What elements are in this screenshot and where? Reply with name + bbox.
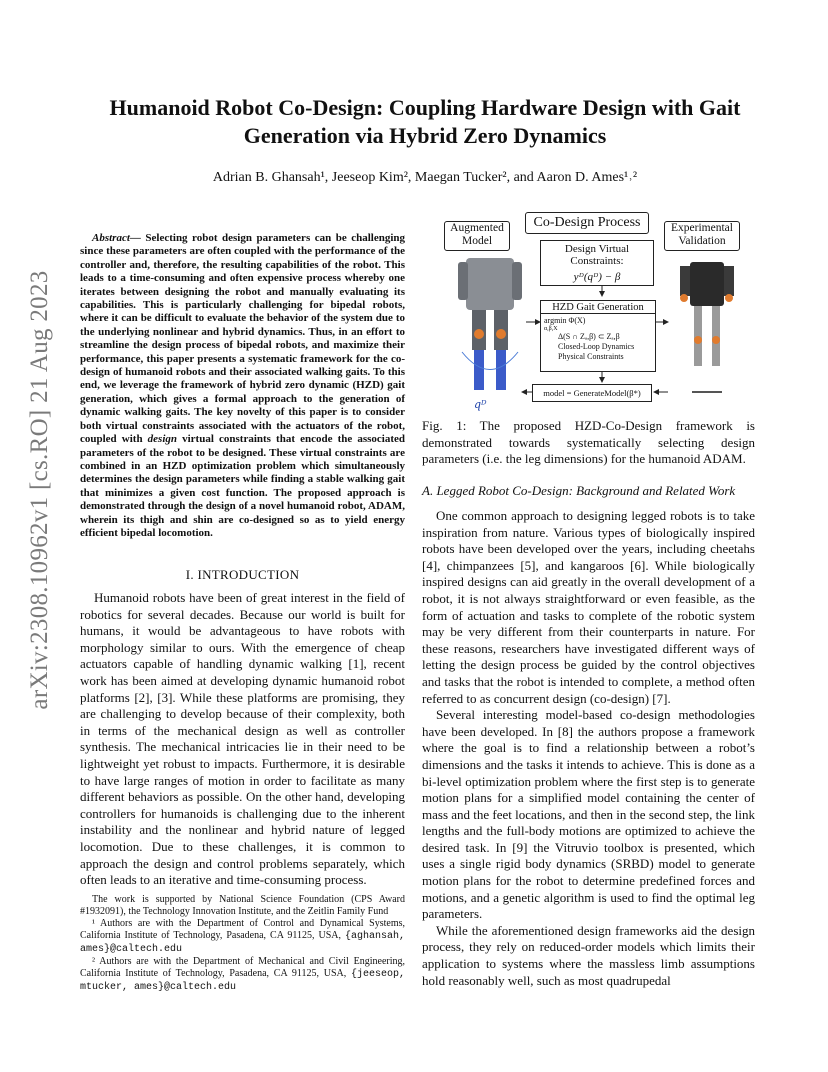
intro-paragraph: Humanoid robots have been of great interest in the field of robotics for several decades. Because our world is built for humans, it would be advantageous to have robots with morphology similar to ours. With the emergence of cheap actuators capable of handling dynamic walking [1], recent work has been aimed at developing dynamic humanoid robot platforms [2], [3]. While these platforms are promising, they are challenging to develop because of their complexity, both in terms of the mechanical design as well as controller synthesis. The mechanical intricacies lie in their need to be lightweight yet robust to impacts. Furthermore, it is desirable to have large ranges of motion in order to facilitate as many different behaviors as possible. On the other hand, developing controllers for humanoids is challenging due to the inherent instability and the nonlinear and hybrid nature of legged locomotion. Due to these challenges, it is common to approach the design and control problems separately, which often leads to an iterative and time-consuming process. — [80, 590, 405, 888]
qd-label: qᴰ — [474, 398, 487, 411]
footnote-affiliation-2 — [80, 956, 405, 994]
hzd-constraint-2: Closed-Loop Dynamics — [558, 342, 635, 351]
title-line-1: Humanoid Robot Co-Design: Coupling Hardware Design with Gait — [109, 95, 741, 120]
related-work-text — [422, 508, 755, 989]
design-vc-equation: yᴰ(qᴰ) − β — [573, 271, 621, 283]
subsection-heading: A. Legged Robot Co-Design: Background and Related Work — [422, 483, 736, 498]
paper-title — [80, 94, 770, 150]
design-vc-box — [540, 240, 654, 286]
augmented-model-label: Augmented Model — [444, 221, 510, 251]
footnote-affil-2-text: ² Authors are with the Department of Mechanical and Civil Engineering, California Institute of Technology, Pasadena, CA 91125, USA, — [80, 956, 405, 979]
abstract-label: Abstract— — [92, 232, 141, 244]
arxiv-stamp: arXiv:2308.10962v1 [cs.RO] 21 Aug 2023 — [26, 270, 53, 710]
title-line-2: Generation via Hybrid Zero Dynamics — [243, 123, 607, 148]
authors: Adrian B. Ghansah¹, Jeeseop Kim², Maegan Tucker², and Aaron D. Ames¹˒² — [212, 170, 638, 185]
hzd-subscript: α,β,X — [544, 326, 558, 332]
email-2: {jeeseop, mtucker, ames}@caltech.edu — [80, 969, 406, 993]
related-work-paragraph-2: Several interesting model-based co-design methodologies have been developed. In [8] the authors propose a framework where the goal is to find a relationship between a robot’s dimensions and the tasks it intends to achieve. This is done as a bi-level optimization problem where the first step is to generate motion plans for a simplified model containing the center of mass and the feet locations, and then in the second step, the link lengths and the full-body motions are optimized to achieve the desired task. In [9] the Vitruvio toolbox is presented, which uses a single rigid body dynamics (SRBD) model to generate motion plans for the robot to determine predefined forces and motions, and a genetic algorithm is used to find the optimal leg parameters. — [422, 707, 755, 922]
design-vc-title: Design Virtual Constraints: — [564, 243, 630, 267]
related-work-paragraph-1: One common approach to designing legged robots is to take inspiration from nature. Various types of biologically inspired robots have been developed over the years, including cheetahs [4], chimpanzees [5], and kangaroos [6]. While biologically inspired designs can aid greatly in the overall development of a robot, it is not always straightforward or even feasible, as the form of actuation and tasks to complete of the robotic system may be very different from their counterparts in nature. For these reasons, researchers have investigated different ways of letting the design process be guided by the control objectives and tasks that the robot is intended to complete, a method often referred to as concurrent design (co-design) [7]. — [422, 508, 755, 706]
hzd-title: HZD Gait Generation — [541, 303, 655, 314]
hzd-constraint-1: Δ(S ∩ Zₐ,β) ⊂ Zₐ,β — [558, 332, 620, 341]
abstract-end: virtual constraints that encode the associated parameters of the robot to be designed. These virtual constraints are combined in an HZD optimization problem which simultaneously determines the design parameters while finding a stable walking gait that minimizes a given cost function. The proposed approach is demonstrated through the design of a novel humanoid robot, ADAM, wherein its thigh and shin are co-designed so as to yield energy efficient bipedal locomotion. — [80, 433, 405, 539]
experimental-robot-image — [680, 262, 734, 392]
codesign-process-label: Co-Design Process — [525, 212, 649, 234]
footnote-affil-1-text: ¹ Authors are with the Department of Control and Dynamical Systems, California Institute of Technology, Pasadena, CA 91125, USA, — [80, 918, 405, 941]
footnotes — [80, 894, 405, 994]
hzd-argmin: argmin Φ(X) — [544, 316, 586, 325]
abstract-italic: design — [147, 433, 178, 446]
figure-1 — [422, 212, 757, 412]
figure-caption: Fig. 1: The proposed HZD-Co-Design framework is demonstrated towards systematically selecting design parameters (i.e. the leg dimensions) for the humanoid ADAM. — [422, 418, 755, 466]
intro-text — [80, 590, 405, 889]
abstract-body: Selecting robot design parameters can be challenging since these parameters are often coupled with the performance of the controller and, therefore, the resulting capabilities of the robot. This leads to a time-consuming and often expensive process whereby one iterates between designing the robot and manually evaluating its capabilities. This is particularly challenging for bipedal robots, where it can be difficult to evaluate the behavior of the system due to the underlying nonlinear and hybrid dynamics. Thus, in an effort to streamline the design process of bipedal robots, and maximize their performance, this paper presents a systematic framework for the co-design of humanoid robots and their associated walking gaits. To this end, we leverage the framework of hybrid zero dynamic (HZD) gait generation, which gives a formal approach to the generation of dynamic walking gaits. The key novelty of this paper is to consider both virtual constraints associated with the actuators of the robot, coupled with — [80, 232, 405, 446]
email-1: {aghansah, ames}@caltech.edu — [80, 931, 406, 955]
hzd-box — [540, 300, 656, 372]
footnote-affiliation-1 — [80, 918, 405, 956]
abstract — [80, 232, 405, 540]
hzd-constraint-3: Physical Constraints — [558, 352, 624, 361]
related-work-paragraph-3: While the aforementioned design frameworks aid the design process, they rely on reduced-order models which limits their application to systems where the massless limb assumptions hold reasonably well, such as most quadrupedal — [422, 922, 755, 988]
augmented-robot-image — [458, 258, 522, 390]
section-heading: I. INTRODUCTION — [185, 567, 300, 582]
experimental-validation-label: Experimental Validation — [664, 221, 740, 251]
generate-model-box: model = GenerateModel(β*) — [532, 384, 652, 402]
footnote-funding: The work is supported by National Science Foundation (CPS Award #1932091), the Technology Innovation Institute, and the Zeitlin Family Fund — [80, 894, 405, 917]
